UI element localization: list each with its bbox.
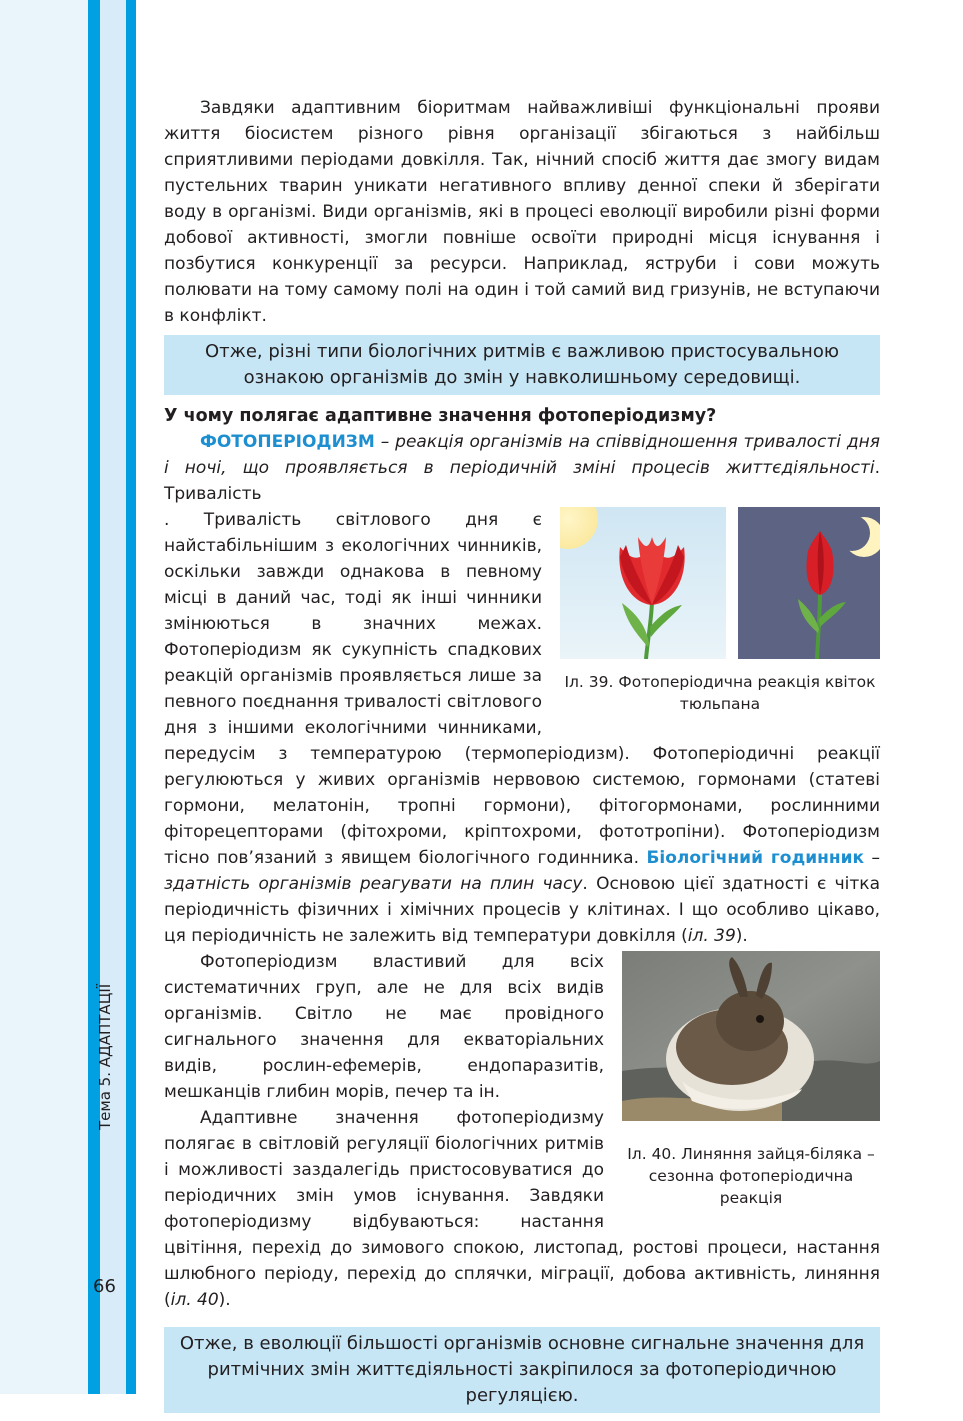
hare-image <box>622 951 880 1121</box>
paragraph-2: Фотоперіодизм властивий для всіх систематичних груп, але не для всіх видів організмів. Світло не має провідного сигнального значення для екваторіальних видів, рослин-ефемерів, ендопаразитів, мешканців глибин морів, печер та ін. <box>164 952 604 1102</box>
term-biological-clock: Біологічний годинник <box>646 848 865 868</box>
definition-photoperiodism: реакція організмів на співвідношення тривалості дня і ночі, що проявляється в періодичній зміні процесів життєдіяльності <box>164 432 880 478</box>
photoperiodism-text-1: . Тривалість світлового дня є найстабільнішим з екологічних чинників, оскільки завжди однакова в певному місці в даний час, тоді як інші чинники змінюються в значних межах. Фотоперіодизм як сукупність спадкових реакцій організмів проявляється лише за певного поєднання тривалості світлового дня з іншими екологічними чинниками, передусім з температурою (термоперіодизм). Фотоперіодичні реакції регулюються у живих організмів нервовою системою, гормонами (статеві гормони, мелатонін, тропні гормони), фітогормонами, рослинними фіторецепторами (фітохроми, кріптохроми, фототропіни). Фотоперіодизм тісно пов’язаний з явищем біологічного годинника. <box>164 510 880 868</box>
page-number: 66 <box>93 1276 116 1297</box>
definition-biological-clock: здатність організмів реагувати на плин часу <box>164 874 583 894</box>
paragraph-3-end: ). <box>218 1290 231 1310</box>
hare-head <box>716 991 784 1051</box>
photoperiodism-text-2: . Основою цієї здатності є чітка періодичність фізичних і хімічних процесів у клітинах. І що особливо цікаво, ця періодичність не залежить від температури довкілля ( <box>164 874 880 946</box>
photoperiodism-text-1a: . Тривалість <box>164 458 880 504</box>
margin-gap <box>100 0 126 1394</box>
clock-dash: – <box>864 848 881 868</box>
ref-figure-40: іл. 40 <box>170 1290 219 1310</box>
term-dash: – <box>374 432 396 452</box>
figure-39-caption: Іл. 39. Фотоперіодична реакція квіток тюльпана <box>564 673 876 713</box>
section-heading: У чому полягає адаптивне значення фотоперіодизму? <box>164 406 717 426</box>
term-photoperiodism: ФОТОПЕРІОДИЗМ <box>200 432 375 452</box>
page-content <box>164 95 880 1421</box>
figure-40-caption: Іл. 40. Линяння зайця-біляка – сезонна фотоперіодична реакція <box>627 1145 875 1207</box>
summary-box-2: Отже, в еволюції більшості організмів основне сигнальне значення для ритмічних змін життєдіяльності закріпилося за фотоперіодичною регуляцією. <box>164 1327 880 1413</box>
figure-40 <box>622 951 880 1209</box>
figure-39 <box>560 507 880 715</box>
tulip-day-image <box>560 507 726 659</box>
summary-box-1: Отже, різні типи біологічних ритмів є важливою пристосувальною ознакою організмів до змін у навколишньому середовищі. <box>164 335 880 395</box>
photoperiodism-paragraph <box>164 429 880 507</box>
section-label: Тема 5. АДАПТАЦІЇ <box>96 983 114 1130</box>
intro-paragraph: Завдяки адаптивним біоритмам найважливіші функціональні прояви життя біосистем різного рівня організації збігаються з найбільш сприятливими періодами довкілля. Так, нічний спосіб життя дає змогу видам пустельних тварин уникати негативного впливу денної спеки й зберігати воду в організмі. Види організмів, які в процесі еволюції виробили різні форми добової активності, змогли повніше освоїти природні місця існування і позбутися конкуренції за ресурси. Наприклад, яструби і сови можуть полювати на тому самому полі на один і той самий вид гризунів, не вступаючи в конфлікт. <box>164 98 880 326</box>
figure-39-images <box>560 507 880 659</box>
tulip-night-image <box>738 507 880 659</box>
margin-blue-bar <box>126 0 136 1394</box>
margin-band <box>0 0 88 1394</box>
paragraph-3-text: Адаптивне значення фотоперіодизму полягає в світловій регуляції біологічних ритмів і можливості заздалегідь пристосовуватися до періодичних змін умов існування. Завдяки фотоперіодизму відбуваються: настання цвітіння, перехід до зимового спокою, листопад, ростові процеси, настання шлюбного періоду, перехід до сплячки, міграції, добова активність, линяння ( <box>164 1108 880 1310</box>
photoperiodism-text-2-end: ). <box>735 926 748 946</box>
ref-figure-39: іл. 39 <box>687 926 736 946</box>
margin-stripe <box>88 0 100 1394</box>
